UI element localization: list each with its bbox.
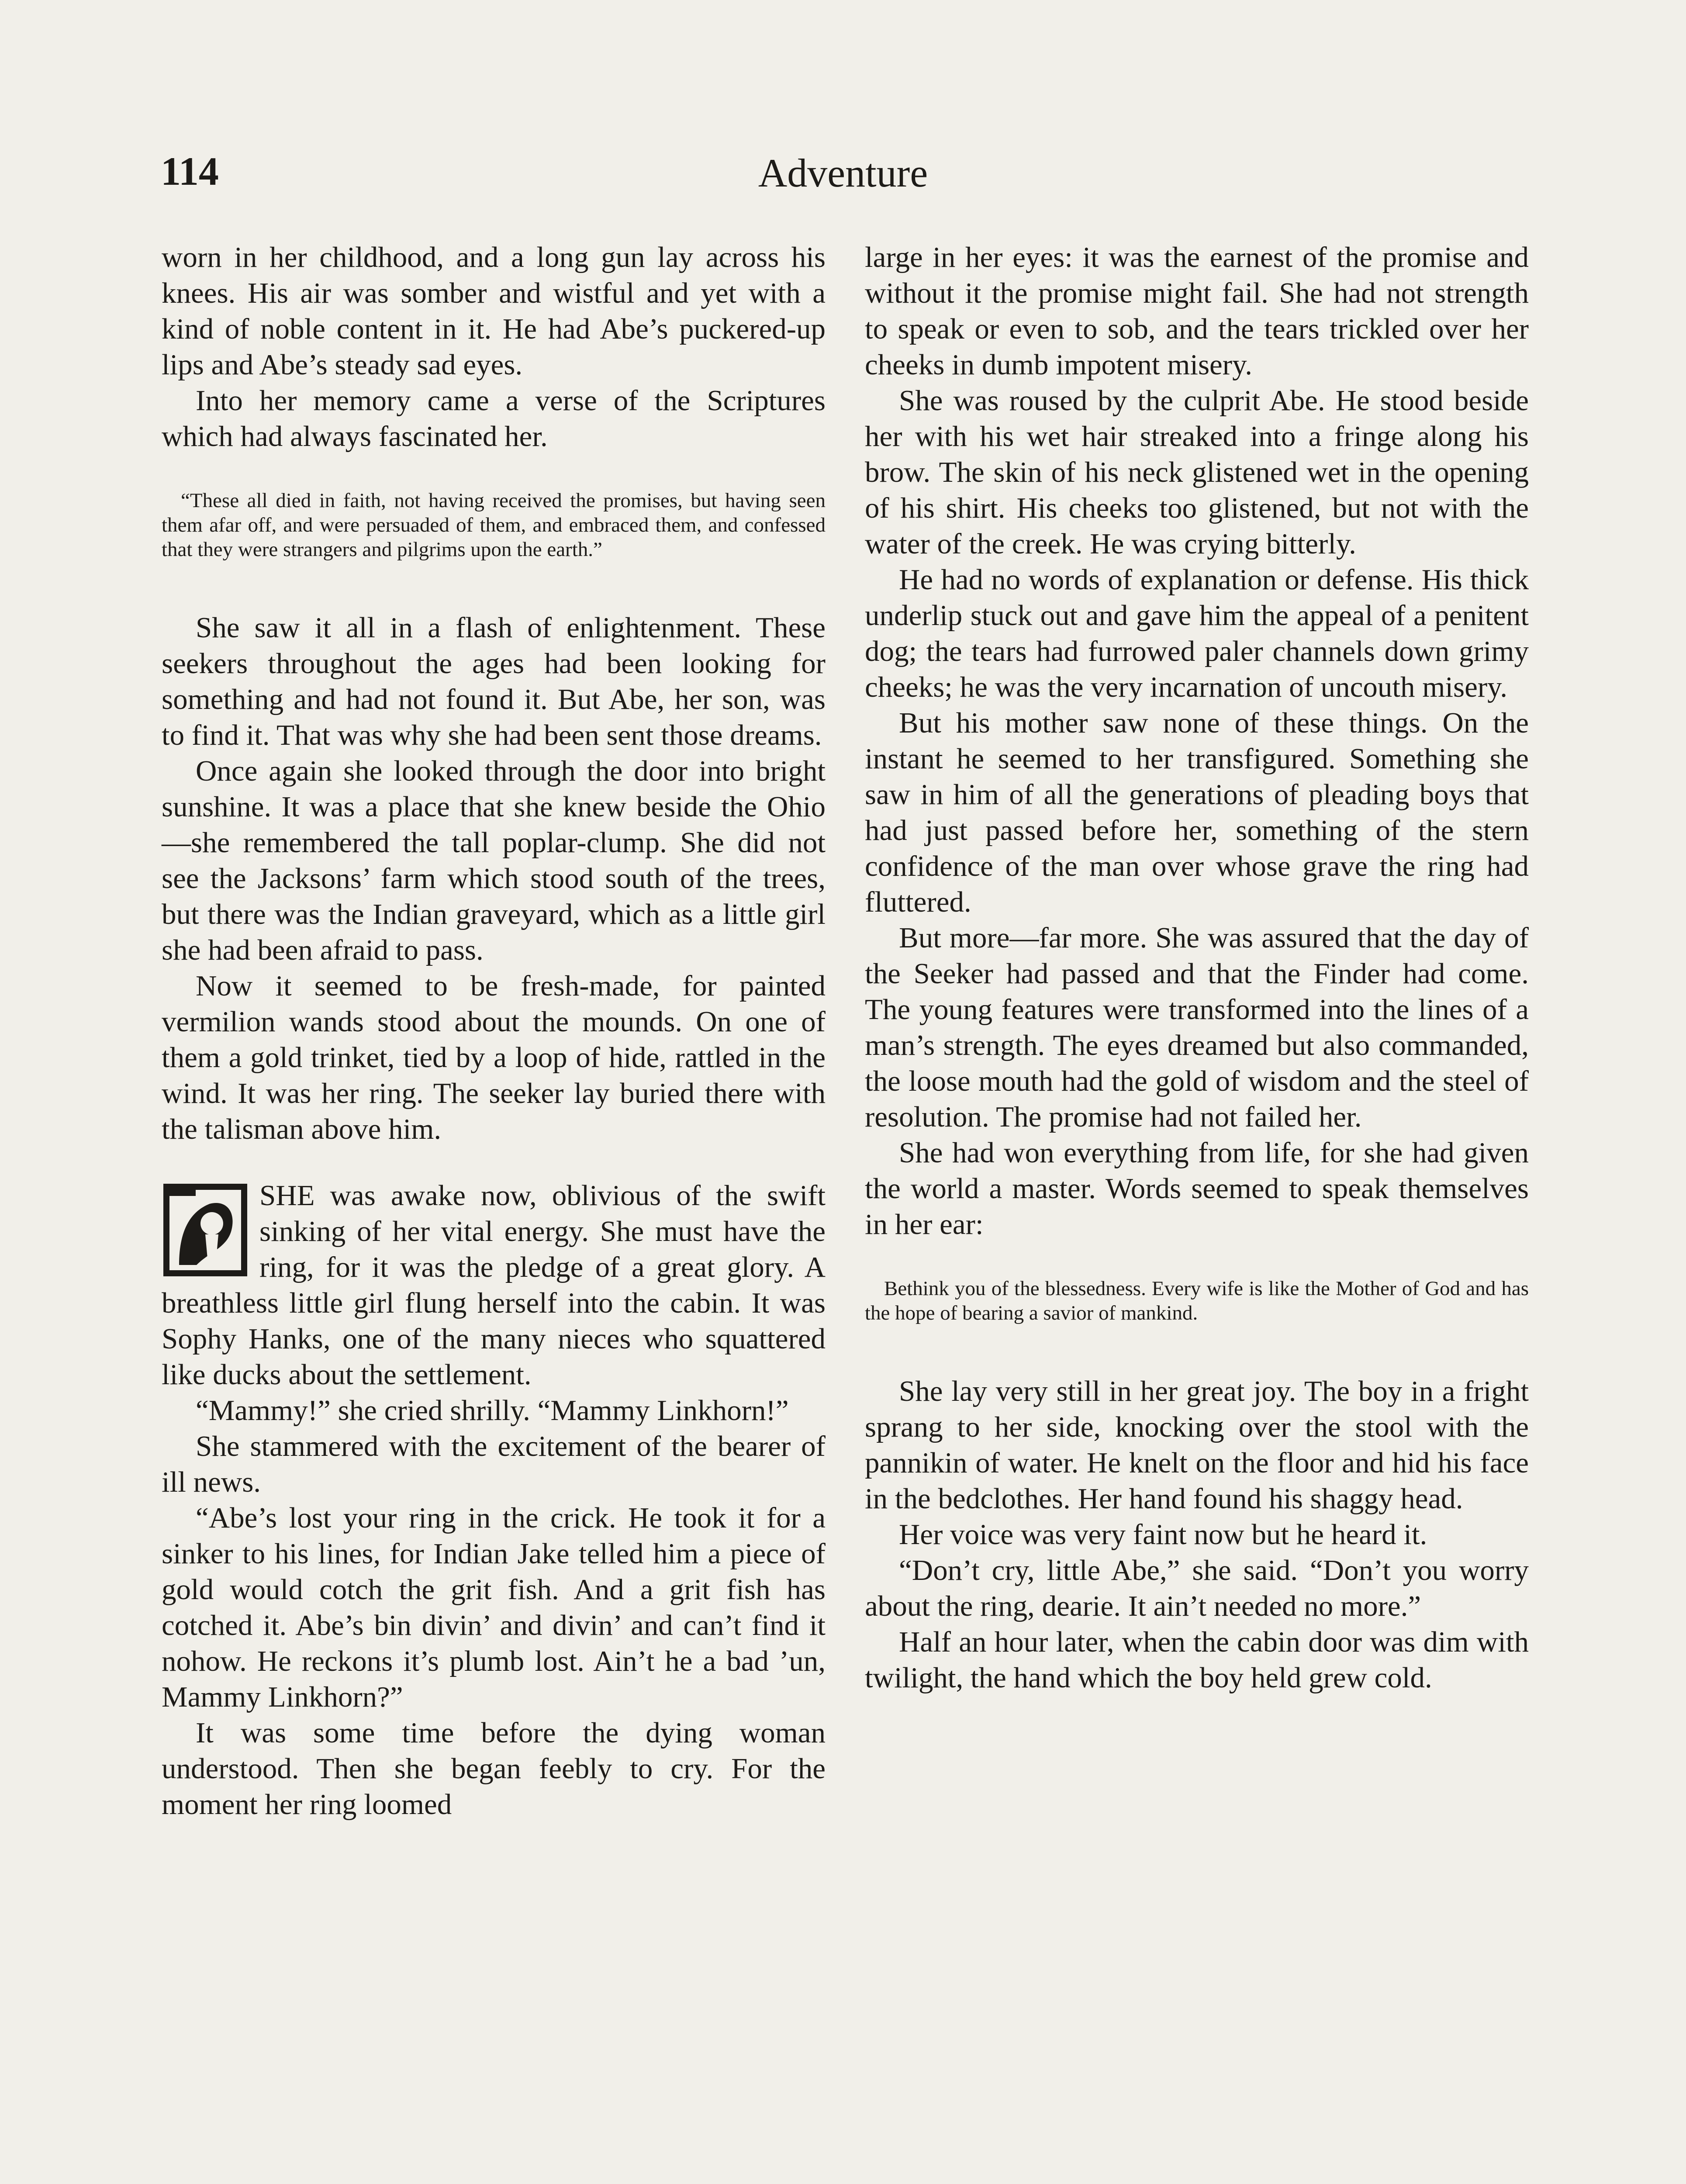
paragraph: She saw it all in a flash of enlightenment. These seekers throughout the ages had been looking for something and had not found it. But Abe, her son, was to find it. That was why she had been sent those dreams.	[162, 612, 826, 751]
paragraph: She was roused by the culprit Abe. He stood beside her with his wet hair streaked into a fringe along his brow. The skin of his neck glistened wet in the opening of his shirt. His cheeks too glistened, but not with the water of the creek. He was crying bitterly.	[865, 384, 1529, 560]
left-column	[162, 239, 826, 1822]
blessing-quote	[865, 1276, 1529, 1325]
paragraph: But his mother saw none of these things. On the instant he seemed to her transfigured. Something she saw in him of all the generations of pleading boys that had just passed before her, something of the stern confidence of the man over whose grave the ring had fluttered.	[865, 707, 1529, 918]
paragraph: She lay very still in her great joy. The boy in a fright sprang to her side, knocking over the stool with the pannikin of water. He knelt on the floor and hid his face in the bedclothes. Her hand found his shaggy head.	[865, 1375, 1529, 1515]
section-break	[162, 1147, 826, 1178]
paragraph: Once again she looked through the door into bright sunshine. It was a place that she knew beside the Ohio—she remembered the tall poplar-clump. She did not see the Jacksons’ farm which stood south of the trees, but there was the Indian graveyard, which as a little girl she had been afraid to pass.	[162, 755, 826, 966]
running-title: Adventure	[758, 151, 928, 195]
paragraph: It was some time before the dying woman understood. Then she began feebly to cry. For the moment her ring loomed	[162, 1717, 826, 1821]
paragraph: Now it seemed to be fresh-made, for painted vermilion wands stood about the mounds. On one of them a gold trinket, tied by a loop of hide, rattled in the wind. It was her ring. The seeker lay buried there with the talisman above him.	[162, 970, 826, 1145]
paragraph: He had no words of explanation or defense. His thick underlip stuck out and gave him the appeal of a penitent dog; the tears had furrowed paler channels down grimy cheeks; he was the very incarnation of uncouth misery.	[865, 563, 1529, 703]
paragraph: Half an hour later, when the cabin door was dim with twilight, the hand which the boy held grew cold.	[865, 1626, 1529, 1694]
quote-text: “These all died in faith, not having received the promises, but having seen them afar off, and were persuaded of them, and embraced them, and confessed that they were strangers and pilgrims upon the earth.”	[162, 489, 826, 561]
paragraph: But more—far more. She was assured that the day of the Seeker had passed and that the Finder had come. The young features were transformed into the lines of a man’s strength. The eyes dreamed but also commanded, the loose mouth had the gold of wisdom and the steel of resolution. The promise had not failed her.	[865, 922, 1529, 1133]
dropcap-paragraph	[162, 1178, 826, 1393]
page-number: 114	[161, 149, 219, 194]
paragraph: Her voice was very faint now but he heard it.	[899, 1518, 1427, 1551]
ornamental-dropcap-icon	[162, 1182, 249, 1278]
paragraph: “Don’t cry, little Abe,” she said. “Don’t you worry about the ring, dearie. It ain’t needed no more.”	[865, 1554, 1529, 1622]
quote-text: Bethink you of the blessedness. Every wife is like the Mother of God and has the hope of bearing a savior of mankind.	[865, 1277, 1529, 1324]
paragraph: Into her memory came a verse of the Scriptures which had always fascinated her.	[162, 384, 826, 453]
scripture-quote	[162, 488, 826, 562]
paragraph: worn in her childhood, and a long gun lay across his knees. His air was somber and wistful and yet with a kind of noble content in it. He had Abe’s puckered-up lips and Abe’s steady sad eyes.	[162, 241, 826, 381]
paragraph: She had won everything from life, for she had given the world a master. Words seemed to speak themselves in her ear:	[865, 1137, 1529, 1241]
paragraph: large in her eyes: it was the earnest of the promise and without it the promise might fail. She had not strength to speak or even to sob, and the tears trickled over her cheeks in dumb impotent misery.	[865, 241, 1529, 381]
paragraph: “Mammy!” she cried shrilly. “Mammy Linkhorn!”	[196, 1394, 789, 1427]
paragraph: “Abe’s lost your ring in the crick. He took it for a sinker to his lines, for Indian Jake telled him a piece of gold would cotch the grit fish. And a grit fish has cotched it. Abe’s bin divin’ and divin’ and can’t find it nohow. He reckons it’s plumb lost. Ain’t he a bad ’un, Mammy Linkhorn?”	[162, 1502, 826, 1713]
right-column	[865, 239, 1529, 1696]
paragraph: SHE was awake now, oblivious of the swift sinking of her vital energy. She must have the ring, for it was the pledge of a great glory. A breathless little girl flung herself into the cabin. It was Sophy Hanks, one of the many nieces who squattered like ducks about the settlement.	[162, 1179, 826, 1391]
paragraph: She stammered with the excitement of the bearer of ill news.	[162, 1430, 826, 1498]
